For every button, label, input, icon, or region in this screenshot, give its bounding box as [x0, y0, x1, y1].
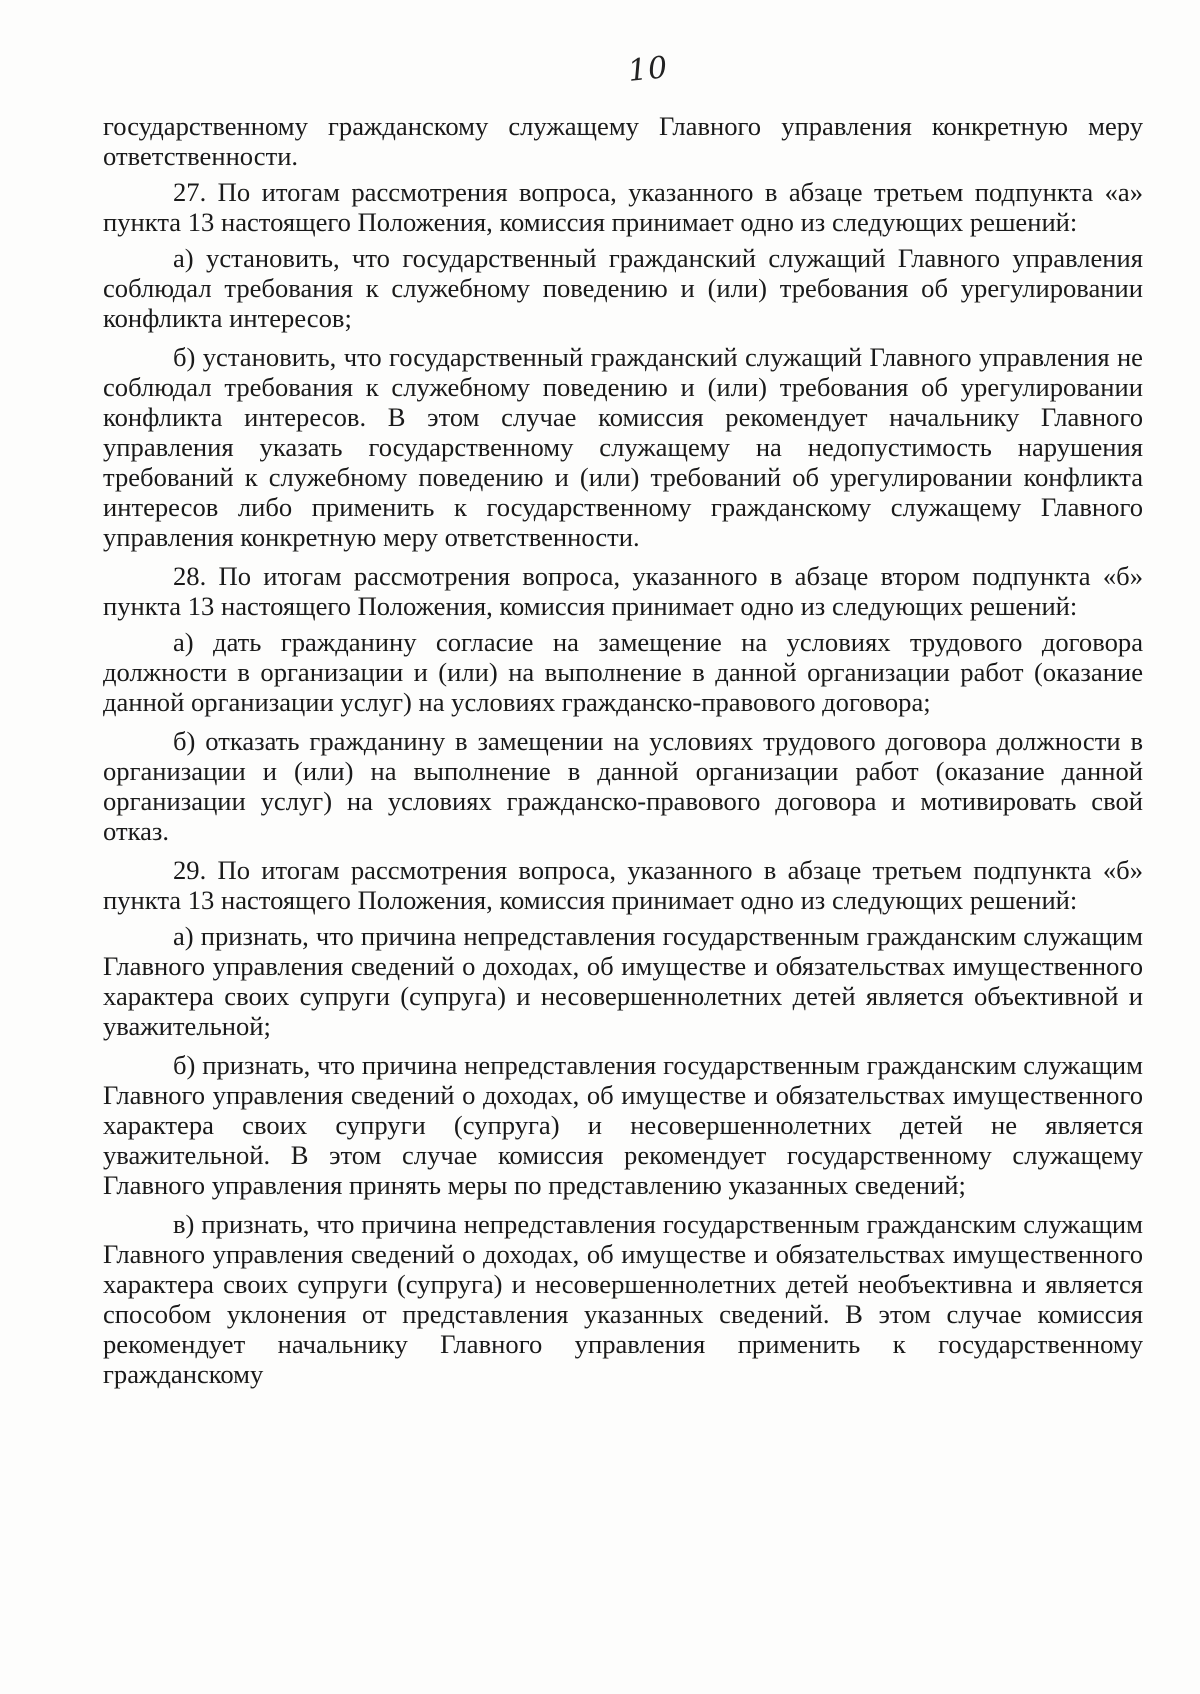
paragraph-item-27: 27. По итогам рассмотрения вопроса, указанного в абзаце третьем подпункта «а» пункта 13 настоящего Положения, комиссия принимает одно из следующих решений:	[103, 177, 1143, 237]
paragraph-continuation: государственному гражданскому служащему Главного управления конкретную меру ответственности.	[103, 111, 1143, 171]
paragraph-item-28: 28. По итогам рассмотрения вопроса, указанного в абзаце втором подпункта «б» пункта 13 настоящего Положения, комиссия принимает одно из следующих решений:	[103, 561, 1143, 621]
paragraph-27-a: а) установить, что государственный гражданский служащий Главного управления соблюдал требования к служебному поведению и (или) требования об урегулировании конфликта интересов;	[103, 243, 1143, 333]
paragraph-item-29: 29. По итогам рассмотрения вопроса, указанного в абзаце третьем подпункта «б» пункта 13 настоящего Положения, комиссия принимает одно из следующих решений:	[103, 855, 1143, 915]
document-body	[103, 111, 1143, 1398]
page-number: 10	[626, 49, 670, 90]
paragraph-27-b: б) установить, что государственный гражданский служащий Главного управления не соблюдал требования к служебному поведению и (или) требования об урегулировании конфликта интересов. В этом случае комиссия рекомендует начальнику Главного управления указать государственному служащему на недопустимость нарушения требований к служебному поведению и (или) требований об урегулировании конфликта интересов либо применить к государственному гражданскому служащему Главного управления конкретную меру ответственности.	[103, 342, 1143, 552]
paragraph-28-b: б) отказать гражданину в замещении на условиях трудового договора должности в организации и (или) на выполнение в данной организации работ (оказание данной организации услуг) на условиях гражданско-правового договора и мотивировать свой отказ.	[103, 726, 1143, 846]
paragraph-29-b: б) признать, что причина непредставления государственным гражданским служащим Главного управления сведений о доходах, об имуществе и обязательствах имущественного характера своих супруги (супруга) и несовершеннолетних детей не является уважительной. В этом случае комиссия рекомендует государственному служащему Главного управления принять меры по представлению указанных сведений;	[103, 1050, 1143, 1200]
paragraph-29-a: а) признать, что причина непредставления государственным гражданским служащим Главного управления сведений о доходах, об имуществе и обязательствах имущественного характера своих супруги (супруга) и несовершеннолетних детей является объективной и уважительной;	[103, 921, 1143, 1041]
paragraph-28-a: а) дать гражданину согласие на замещение на условиях трудового договора должности в организации и (или) на выполнение в данной организации работ (оказание данной организации услуг) на условиях гражданско-правового договора;	[103, 627, 1143, 717]
paragraph-29-v: в) признать, что причина непредставления государственным гражданским служащим Главного управления сведений о доходах, об имуществе и обязательствах имущественного характера своих супруги (супруга) и несовершеннолетних детей необъективна и является способом уклонения от представления указанных сведений. В этом случае комиссия рекомендует начальнику Главного управления применить к государственному гражданскому	[103, 1209, 1143, 1389]
